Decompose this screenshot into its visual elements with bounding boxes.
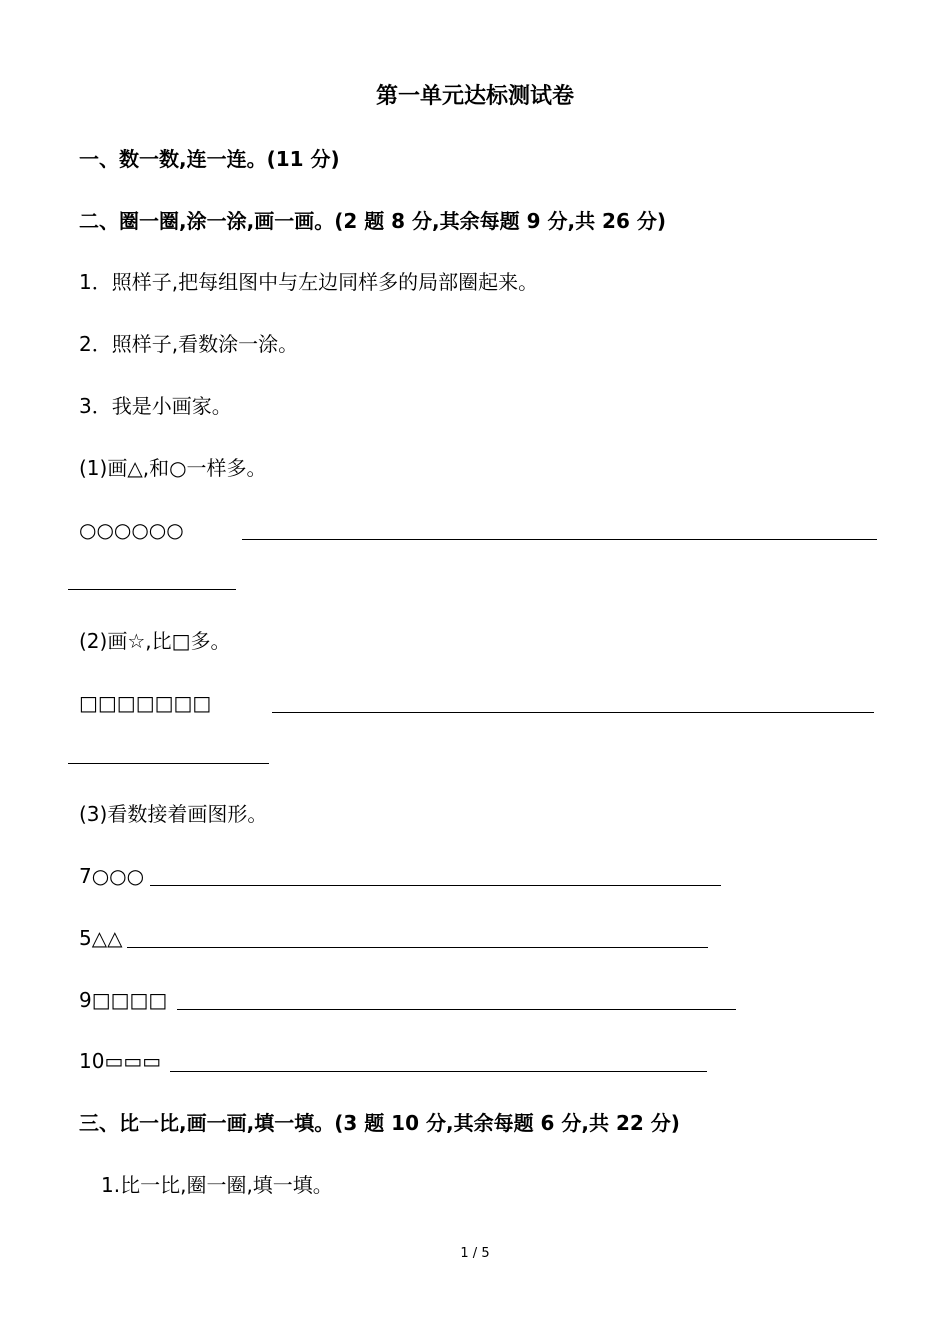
question-3-1: 1.比一比,圈一圈,填一填。 [101, 1173, 333, 1197]
answer-line [127, 947, 708, 948]
question-2-3-3: (3)看数接着画图形。 [79, 802, 268, 826]
answer-line [170, 1071, 707, 1072]
row-7: 7○○○ [79, 864, 145, 888]
question-2-3-1: (1)画△,和○一样多。 [79, 456, 267, 480]
answer-line-continued [68, 589, 236, 590]
page-title: 第一单元达标测试卷 [375, 84, 574, 109]
answer-line-continued [68, 763, 269, 764]
row-5: 5△△ [79, 926, 123, 950]
answer-line [242, 539, 877, 540]
section-1-heading: 一、数一数,连一连。(11 分) [79, 147, 340, 171]
page-number: 1 / 5 [460, 1246, 490, 1261]
question-2-3-2: (2)画☆,比□多。 [79, 629, 231, 653]
squares-row: □□□□□□□ [79, 691, 212, 715]
section-3-heading: 三、比一比,画一画,填一填。(3 题 10 分,其余每题 6 分,共 22 分) [79, 1111, 680, 1135]
circles-row: ○○○○○○ [79, 518, 184, 542]
answer-line [150, 885, 721, 886]
answer-line [177, 1009, 736, 1010]
row-9: 9□□□□ [79, 988, 168, 1012]
row-10: 10▭▭▭ [79, 1049, 162, 1073]
question-2-3: 3．我是小画家。 [79, 394, 232, 418]
question-2-2: 2．照样子,看数涂一涂。 [79, 332, 299, 356]
question-2-1: 1．照样子,把每组图中与左边同样多的局部圈起来。 [79, 270, 539, 294]
section-2-heading: 二、圈一圈,涂一涂,画一画。(2 题 8 分,其余每题 9 分,共 26 分) [79, 209, 666, 233]
answer-line [272, 712, 874, 713]
